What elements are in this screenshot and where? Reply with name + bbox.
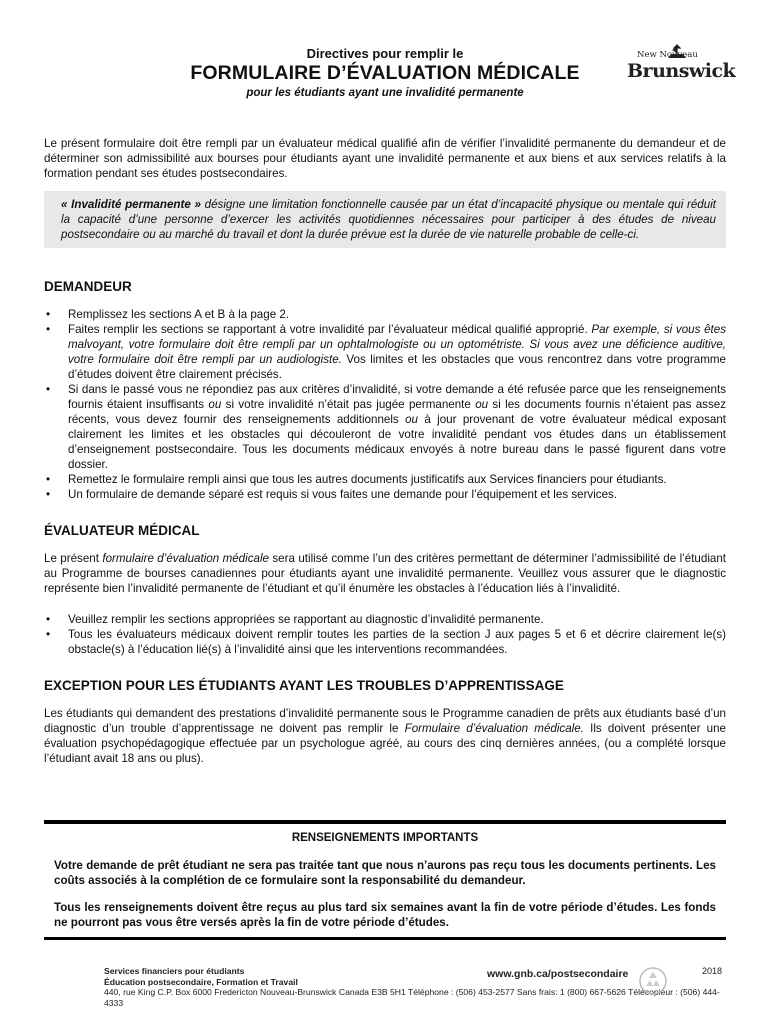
section-heading-demandeur: DEMANDEUR: [44, 279, 132, 294]
definition-box: [44, 191, 726, 248]
pre-title: Directives pour remplir le: [306, 46, 464, 61]
footer-website: www.gnb.ca/postsecondaire: [487, 968, 629, 980]
list-item: • Remettez le formulaire rempli ainsi que tous les autres documents justificatifs aux Services financiers pour étudiants.: [44, 472, 726, 487]
logo-big-text: Brunswick: [627, 60, 736, 82]
important-paragraph-1: Votre demande de prêt étudiant ne sera pas traitée tant que nous n’aurons pas reçu tous les documents pertinents. Les coûts associés à la complétion de ce formulaire sont la responsabilité du demandeur.: [54, 859, 716, 887]
footer-line-1: Services financiers pour étudiants: [104, 966, 245, 976]
main-content: [44, 136, 726, 766]
footer: [104, 966, 724, 1006]
list-item: • Remplissez les sections A et B à la page 2.: [44, 307, 726, 322]
list-item: • Tous les évaluateurs médicaux doivent remplir toutes les parties de la section J aux pages 5 et 6 et décrire clairement le(s) obstacle(s) à l’éducation lié(s) à l’invalidité ainsi que les interventions recommandées.: [44, 627, 726, 657]
sub-title: pour les étudiants ayant une invalidité permanente: [246, 87, 524, 99]
list-item: • Si dans le passé vous ne répondiez pas aux critères d’invalidité, si votre demande a été refusée parce que les renseignements fournis étaient insuffisants ou si votre invalidité n’était pas jugée permanente ou si les documents fournis n’étaient pas assez récents, vous devez fournir des renseignements additionnels ou à jour provenant de votre évaluateur médical exposant clairement les limites et les obstacles qui découleront de votre invalidité pendant vos études dans un établissement d’enseignement postsecondaire. Tous les documents médicaux envoyés à notre bureau dans le passé figurent dans votre dossier.: [44, 382, 726, 472]
list-item: • Veuillez remplir les sections appropriées se rapportant au diagnostic d’invalidité permanente.: [44, 612, 726, 627]
footer-line-2: Éducation postsecondaire, Formation et Travail: [104, 976, 298, 987]
evaluateur-paragraph: Le présent formulaire d’évaluation médicale sera utilisé comme l’un des critères permettant de déterminer l’admissibilité de l’étudiant au Programme de bourses canadiennes pour étudiants ayant une invalidité permanente. Veuillez vous assurer que le diagnostic représente bien l’invalidité permanente de l’étudiant et qu’il énumère les obstacles à l’éducation liés à l’invalidité.: [44, 552, 727, 595]
intro-paragraph: Le présent formulaire doit être rempli par un évaluateur médical qualifié afin de vérifier l’invalidité permanente du demandeur et de déterminer son admissibilité aux bourses pour étudiants ayant une invalidité permanente et aux biens et aux services relatifs à la formation pendant ses études postsecondaires.: [44, 137, 726, 180]
footer-line-3: 440, rue King C.P. Box 6000 Fredericton Nouveau-Brunswick Canada E3B 5H1 Téléphone : (506) 453-2577 Sans frais: 1 (800) 667-5626 Télécopieur : (506) 444-4333: [104, 987, 720, 1008]
demandeur-list: [44, 307, 726, 502]
section-heading-exception: EXCEPTION POUR LES ÉTUDIANTS AYANT LES TROUBLES D’APPRENTISSAGE: [44, 678, 564, 693]
main-title: FORMULAIRE D’ÉVALUATION MÉDICALE: [190, 62, 580, 84]
important-paragraph-2: Tous les renseignements doivent être reçus au plus tard six semaines avant la fin de votre période d’études. Les fonds ne pourront pas vous être versés après la fin de votre période d’études.: [54, 901, 716, 929]
important-info-box: [44, 820, 726, 940]
footer-year: 2018: [702, 966, 723, 976]
important-title: RENSEIGNEMENTS IMPORTANTS: [291, 832, 479, 844]
new-brunswick-logo: [626, 44, 736, 84]
list-item: • Un formulaire de demande séparé est requis si vous faites une demande pour l’équipement et les services.: [44, 487, 726, 502]
footer-address: [104, 966, 724, 1008]
definition-text: désigne une limitation fonctionnelle causée par un état d’incapacité physique ou mentale qui réduit la capacité d’une personne d’exercer les activités quotidiennes nécessaires pour participer à des études de niveau postsecondaire ou au marché du travail et dont la durée prévue est la durée de vie naturelle probable de celle-ci.: [61, 198, 717, 241]
definition-term: « Invalidité permanente »: [61, 198, 201, 211]
recycle-icon: [638, 966, 668, 996]
exception-paragraph: Les étudiants qui demandent des prestations d’invalidité permanente sous le Programme canadien de prêts aux étudiants basé d’un diagnostic d’un trouble d’apprentissage ne doivent pas remplir le Formulaire d’évaluation médicale. Ils doivent présenter une évaluation psychopédagogique effectuée par un psychologue agréé, au cours des cinq dernières années, (ou a complété lorsque l’étudiant avait 18 ans ou plus).: [44, 707, 726, 765]
evaluateur-list: [44, 612, 726, 657]
section-heading-evaluateur: ÉVALUATEUR MÉDICAL: [44, 523, 200, 538]
logo-small-text: New Nouveau: [637, 50, 698, 60]
list-item: • Faites remplir les sections se rapportant à votre invalidité par l’évaluateur médical qualifié approprié. Par exemple, si vous êtes malvoyant, votre formulaire doit être rempli par un ophtalmologiste ou un optométriste. Si vous avez une déficience auditive, votre formulaire doit être rempli par un audiologiste. Vos limites et les obstacles que vous rencontrez dans votre programme d’études doivent être clairement précisés.: [44, 322, 726, 382]
